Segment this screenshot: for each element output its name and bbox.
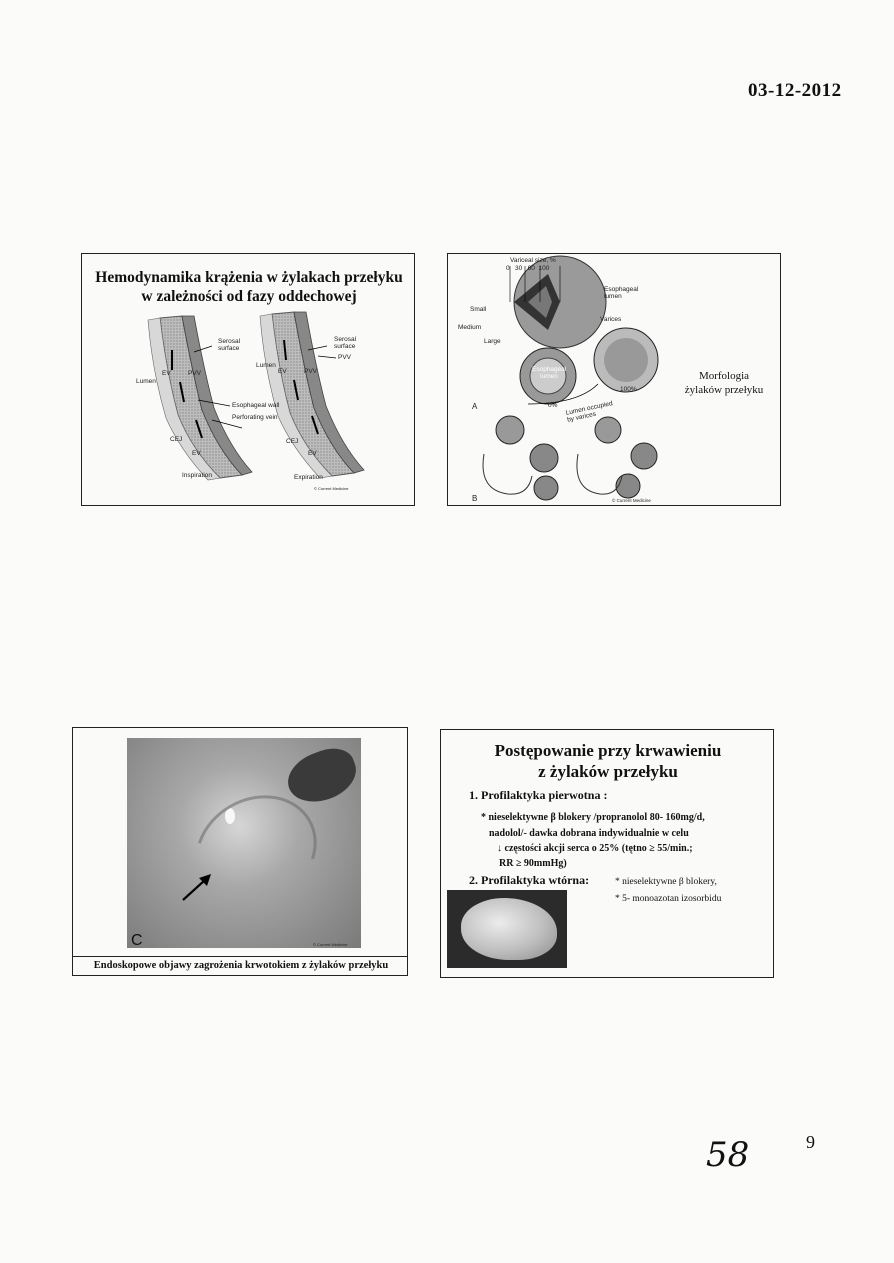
slide-morphology — [447, 253, 781, 506]
slide4-title — [451, 740, 765, 782]
slide1-title — [90, 268, 408, 306]
slide2-caption-line2: żylaków przełyku — [684, 384, 764, 396]
item1-line1: * nieselektywne β blokery /propranolol 80- 160mg/d, — [481, 812, 705, 823]
varices-label: Varices — [600, 316, 622, 323]
pvv-left: PVV — [188, 370, 202, 377]
serosal-surface-right: Serosal surface — [334, 336, 357, 350]
endoscopic-image — [127, 738, 361, 948]
caption-divider — [73, 956, 407, 957]
ev-left: EV — [162, 370, 171, 377]
ev-right: EV — [278, 368, 287, 375]
page-number: 9 — [806, 1132, 815, 1152]
pct100-label: 100% — [620, 386, 637, 393]
slide-endoscopy — [72, 727, 408, 976]
slide2-copyright: © Current Medicine — [612, 498, 651, 503]
occupied-label: Lumen occupied by varices — [565, 400, 614, 424]
slide2-caption — [668, 369, 780, 397]
panel-b-label: B — [472, 494, 478, 503]
cej-left: CEJ — [170, 436, 183, 443]
panel-a-label: A — [472, 402, 478, 411]
liver-shape — [461, 898, 557, 960]
ev-bottom-left: EV — [192, 450, 201, 457]
item1-heading: 1. Profilaktyka pierwotna : — [469, 788, 608, 802]
ev-bottom-right: EV — [308, 450, 317, 457]
slide-hemodynamics — [81, 253, 415, 506]
item2-point1: * nieselektywne β blokery, — [615, 877, 717, 887]
inspiration-label: Inspiration — [182, 472, 212, 479]
variceal-size-label: Variceal size, % — [510, 257, 556, 264]
liver-photo — [447, 890, 567, 968]
slide4-title-line1: Postępowanie przy krwawieniu — [494, 741, 722, 760]
medium-label: Medium — [458, 324, 482, 331]
slide3-copyright: © Current Medicine — [313, 942, 348, 947]
item2-point2: * 5- monoazotan izosorbidu — [615, 894, 722, 904]
handwritten-page-number: 58 — [706, 1135, 750, 1175]
item1-line3: ↓ częstości akcji serca o 25% (tętno ≥ 55/min.; — [497, 843, 693, 854]
page-date: 03-12-2012 — [748, 80, 842, 101]
slide3-caption: Endoskopowe objawy zagrożenia krwotokiem z żylaków przełyku — [93, 960, 389, 971]
pct0-label: 0% — [548, 402, 558, 409]
lumen-left: Lumen — [136, 378, 156, 385]
lumen-mid: Lumen — [256, 362, 276, 369]
perforating-vein-label: Perforating vein — [232, 414, 278, 421]
item2-heading: 2. Profilaktyka wtórna: — [469, 873, 590, 887]
panel-letter-c: C — [131, 932, 143, 949]
esophageal-lumen-top-label: Esophageal lumen — [604, 286, 639, 300]
cej-right: CEJ — [286, 438, 299, 445]
slide-management — [440, 729, 774, 978]
esophageal-lumen-label: Esophageal lumen — [532, 366, 567, 380]
item1-line2: nadolol/- dawka dobrana indywidualnie w celu — [489, 828, 689, 839]
slide1-title-line2: w zależności od fazy oddechowej — [141, 288, 357, 305]
expiration-label: Expiration — [294, 474, 323, 481]
slide1-copyright: © Current Medicine — [314, 486, 349, 491]
serosal-surface-left: Serosal surface — [218, 338, 241, 352]
endoscopy-dark-area — [281, 741, 363, 810]
variceal-size-ticks: 0 30 60 100 — [506, 265, 550, 272]
arrow-icon — [177, 868, 217, 908]
pvv-arrow-label: PVV — [338, 354, 352, 361]
esophageal-wall-label: Esophageal wall — [232, 402, 280, 409]
slide1-title-line1: Hemodynamika krążenia w żylakach przełyku — [95, 269, 403, 286]
small-label: Small — [470, 306, 487, 313]
item1-line4: RR ≥ 90mmHg) — [499, 858, 567, 869]
large-label: Large — [484, 338, 501, 345]
pvv-right: PVV — [304, 368, 318, 375]
slide4-title-line2: z żylaków przełyku — [538, 762, 678, 781]
slide2-caption-line1: Morfologia — [698, 370, 750, 382]
